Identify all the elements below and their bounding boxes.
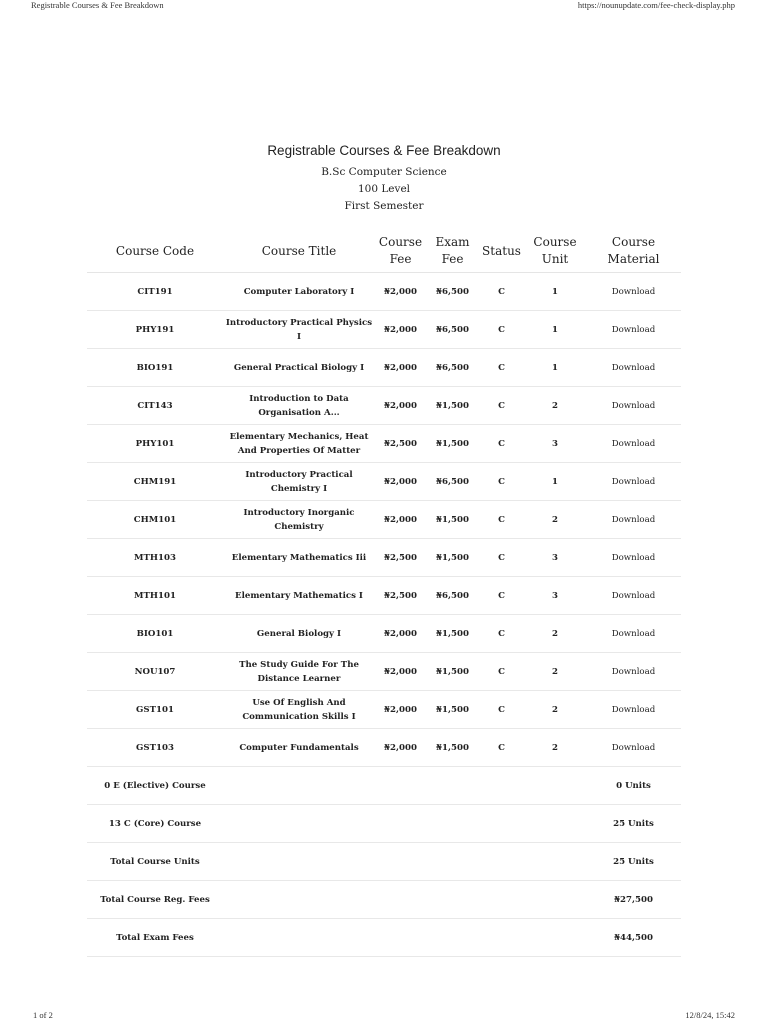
course-code: NOU107 [87,653,223,691]
summary-row-core [87,805,681,843]
courses-body [87,273,681,957]
exam-fee: ₦1,500 [426,615,479,653]
table-row [87,691,681,729]
course-unit: 1 [524,273,586,311]
summary-label: Total Exam Fees [87,919,223,957]
table-row [87,729,681,767]
level-name: 100 Level [357,183,411,195]
print-datetime: 12/8/24, 15:42 [685,1010,735,1020]
print-header-page-title: Registrable Courses & Fee Breakdown [31,0,164,10]
download-link[interactable]: Download [586,387,681,425]
course-title: General Biology I [223,615,375,653]
download-link[interactable]: Download [586,729,681,767]
course-fee: ₦2,000 [375,501,426,539]
download-link[interactable]: Download [586,653,681,691]
exam-fee: ₦1,500 [426,387,479,425]
print-header [0,0,768,12]
summary-label: Total Course Units [87,843,223,881]
course-code: PHY191 [87,311,223,349]
course-code: MTH101 [87,577,223,615]
course-unit: 2 [524,501,586,539]
course-status: C [479,501,524,539]
semester-name: First Semester [344,200,424,212]
course-status: C [479,273,524,311]
summary-spacer [223,881,586,919]
course-code: BIO191 [87,349,223,387]
course-fee: ₦2,500 [375,539,426,577]
programme-name: B.Sc Computer Science [321,166,447,178]
download-link[interactable]: Download [586,273,681,311]
course-unit: 2 [524,729,586,767]
download-link[interactable]: Download [586,425,681,463]
table-row [87,501,681,539]
courses-table [87,230,681,957]
page-count: 1 of 2 [33,1010,53,1020]
summary-value: 25 Units [586,843,681,881]
course-code: GST101 [87,691,223,729]
course-code: MTH103 [87,539,223,577]
course-code: CIT191 [87,273,223,311]
summary-value: ₦27,500 [586,881,681,919]
download-link[interactable]: Download [586,615,681,653]
summary-label: 0 E (Elective) Course [87,767,223,805]
course-fee: ₦2,000 [375,463,426,501]
print-header-url: https://nounupdate.com/fee-check-display.php [577,0,735,10]
course-status: C [479,615,524,653]
course-unit: 1 [524,349,586,387]
course-title: Computer Laboratory I [223,273,375,311]
course-status: C [479,691,524,729]
course-fee: ₦2,500 [375,425,426,463]
header-exam-fee: Exam Fee [426,230,479,273]
summary-spacer [223,843,586,881]
course-title: Introductory Practical Physics I [223,311,375,349]
table-row [87,349,681,387]
summary-label: Total Course Reg. Fees [87,881,223,919]
course-unit: 3 [524,539,586,577]
summary-value: ₦44,500 [586,919,681,957]
exam-fee: ₦1,500 [426,425,479,463]
table-row [87,425,681,463]
print-footer [0,1010,768,1024]
summary-value: 25 Units [586,805,681,843]
course-status: C [479,539,524,577]
exam-fee: ₦1,500 [426,653,479,691]
exam-fee: ₦1,500 [426,501,479,539]
download-link[interactable]: Download [586,501,681,539]
exam-fee: ₦6,500 [426,311,479,349]
summary-spacer [223,919,586,957]
course-fee: ₦2,000 [375,273,426,311]
course-status: C [479,463,524,501]
course-status: C [479,577,524,615]
download-link[interactable]: Download [586,349,681,387]
summary-value: 0 Units [586,767,681,805]
header-course-title: Course Title [223,230,375,273]
course-status: C [479,311,524,349]
header-status: Status [479,230,524,273]
course-status: C [479,425,524,463]
course-unit: 2 [524,615,586,653]
table-row [87,653,681,691]
exam-fee: ₦1,500 [426,729,479,767]
course-fee: ₦2,500 [375,577,426,615]
course-title: General Practical Biology I [223,349,375,387]
summary-label: 13 C (Core) Course [87,805,223,843]
table-row [87,577,681,615]
table-row [87,387,681,425]
course-code: BIO101 [87,615,223,653]
course-code: CHM101 [87,501,223,539]
exam-fee: ₦6,500 [426,463,479,501]
course-fee: ₦2,000 [375,311,426,349]
exam-fee: ₦6,500 [426,273,479,311]
summary-row-total-exam-fees [87,919,681,957]
course-title: Elementary Mathematics Iii [223,539,375,577]
course-status: C [479,729,524,767]
course-unit: 3 [524,577,586,615]
course-fee: ₦2,000 [375,349,426,387]
course-status: C [479,387,524,425]
course-fee: ₦2,000 [375,615,426,653]
header-course-unit: Course Unit [524,230,586,273]
course-title: Introductory Inorganic Chemistry [223,501,375,539]
course-code: PHY101 [87,425,223,463]
download-link[interactable]: Download [586,463,681,501]
table-row [87,463,681,501]
download-link[interactable]: Download [586,691,681,729]
course-title: Computer Fundamentals [223,729,375,767]
course-unit: 2 [524,653,586,691]
course-fee: ₦2,000 [375,387,426,425]
course-code: GST103 [87,729,223,767]
table-header-row [87,230,681,273]
table-row [87,539,681,577]
course-code: CHM191 [87,463,223,501]
exam-fee: ₦6,500 [426,577,479,615]
download-link[interactable]: Download [586,577,681,615]
summary-spacer [223,767,586,805]
course-unit: 2 [524,387,586,425]
download-link[interactable]: Download [586,311,681,349]
course-status: C [479,349,524,387]
summary-spacer [223,805,586,843]
summary-row-total-units [87,843,681,881]
summary-row-total-reg-fees [87,881,681,919]
course-title: Introduction to Data Organisation A... [223,387,375,425]
course-unit: 2 [524,691,586,729]
download-link[interactable]: Download [586,539,681,577]
header-course-fee: Course Fee [375,230,426,273]
summary-row-elective [87,767,681,805]
course-fee: ₦2,000 [375,729,426,767]
exam-fee: ₦1,500 [426,539,479,577]
course-status: C [479,653,524,691]
table-row [87,615,681,653]
course-title: Elementary Mechanics, Heat And Properties Of Matter [223,425,375,463]
course-fee: ₦2,000 [375,653,426,691]
document-title: Registrable Courses & Fee Breakdown [267,143,501,158]
course-title: Elementary Mathematics I [223,577,375,615]
table-row [87,311,681,349]
course-fee: ₦2,000 [375,691,426,729]
table-row [87,273,681,311]
course-title: Use Of English And Communication Skills I [223,691,375,729]
exam-fee: ₦6,500 [426,349,479,387]
course-title: Introductory Practical Chemistry I [223,463,375,501]
course-unit: 1 [524,463,586,501]
header-course-code: Course Code [87,230,223,273]
course-code: CIT143 [87,387,223,425]
course-unit: 3 [524,425,586,463]
exam-fee: ₦1,500 [426,691,479,729]
header-course-material: Course Material [586,230,681,273]
course-unit: 1 [524,311,586,349]
course-title: The Study Guide For The Distance Learner [223,653,375,691]
